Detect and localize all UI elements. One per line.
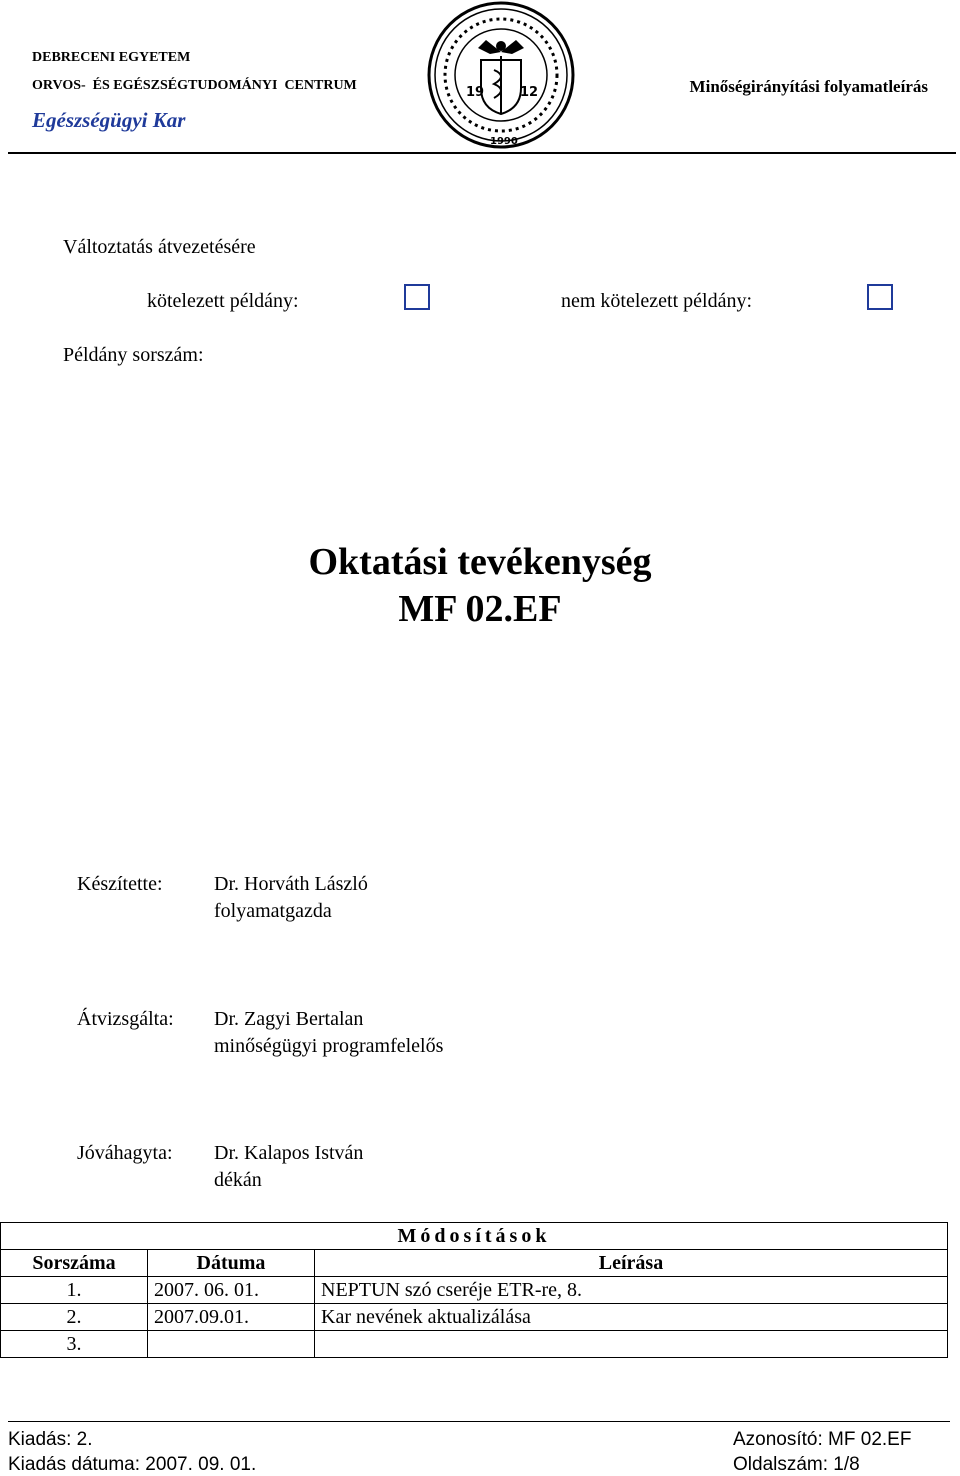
- reviewed-by-position: minőségügyi programfelelős: [214, 1035, 444, 1057]
- approved-by-position: dékán: [214, 1169, 262, 1191]
- university-seal-icon: [426, 0, 576, 150]
- column-header-date: Dátuma: [148, 1250, 315, 1277]
- document-code: MF 02.EF: [398, 588, 562, 630]
- svg-text:12: 12: [520, 85, 539, 100]
- document-type: Minőségirányítási folyamatleírás: [689, 77, 928, 96]
- mandatory-copy-checkbox[interactable]: [404, 284, 430, 310]
- prepared-by-name: Dr. Horváth László: [214, 873, 368, 895]
- reviewed-by-name: Dr. Zagyi Bertalan: [214, 1008, 364, 1030]
- copy-number-label: Példány sorszám:: [63, 344, 204, 366]
- faculty-name: Egészségügyi Kar: [32, 108, 186, 132]
- row-description: [315, 1331, 948, 1358]
- approved-by-label: Jóváhagyta:: [77, 1142, 173, 1164]
- row-number: 1.: [1, 1277, 148, 1304]
- document-title: Oktatási tevékenység: [308, 541, 652, 583]
- svg-text:19: 19: [466, 85, 485, 100]
- header-divider: [8, 152, 956, 154]
- table-row: [1, 1331, 948, 1358]
- page-number: Oldalszám: 1/8: [733, 1454, 860, 1475]
- column-header-number: Sorszáma: [1, 1250, 148, 1277]
- university-name: DEBRECENI EGYETEM: [32, 50, 191, 65]
- distribution-heading: Változtatás átvezetésére: [63, 236, 256, 258]
- column-header-description: Leírása: [315, 1250, 948, 1277]
- center-name: ORVOS- ÉS EGÉSZSÉGTUDOMÁNYI CENTRUM: [32, 78, 357, 93]
- row-number: 3.: [1, 1331, 148, 1358]
- row-date: 2007. 06. 01.: [148, 1277, 315, 1304]
- table-row: [1, 1277, 948, 1304]
- table-row: [1, 1304, 948, 1331]
- document-identifier: Azonosító: MF 02.EF: [733, 1429, 912, 1450]
- edition: Kiadás: 2.: [8, 1429, 93, 1450]
- footer-divider: [8, 1421, 950, 1422]
- approved-by-name: Dr. Kalapos István: [214, 1142, 364, 1164]
- reviewed-by-label: Átvizsgálta:: [77, 1008, 174, 1030]
- svg-text:1990: 1990: [490, 136, 518, 147]
- modifications-heading: Módosítások: [1, 1223, 948, 1250]
- mandatory-copy-label: kötelezett példány:: [147, 290, 299, 312]
- row-date: [148, 1331, 315, 1358]
- non-mandatory-copy-checkbox[interactable]: [867, 284, 893, 310]
- modifications-table: [0, 1222, 948, 1358]
- row-description: NEPTUN szó cseréje ETR-re, 8.: [315, 1277, 948, 1304]
- prepared-by-label: Készítette:: [77, 873, 163, 895]
- row-number: 2.: [1, 1304, 148, 1331]
- edition-date: Kiadás dátuma: 2007. 09. 01.: [8, 1454, 257, 1475]
- row-description: Kar nevének aktualizálása: [315, 1304, 948, 1331]
- row-date: 2007.09.01.: [148, 1304, 315, 1331]
- prepared-by-position: folyamatgazda: [214, 900, 332, 922]
- non-mandatory-copy-label: nem kötelezett példány:: [561, 290, 753, 312]
